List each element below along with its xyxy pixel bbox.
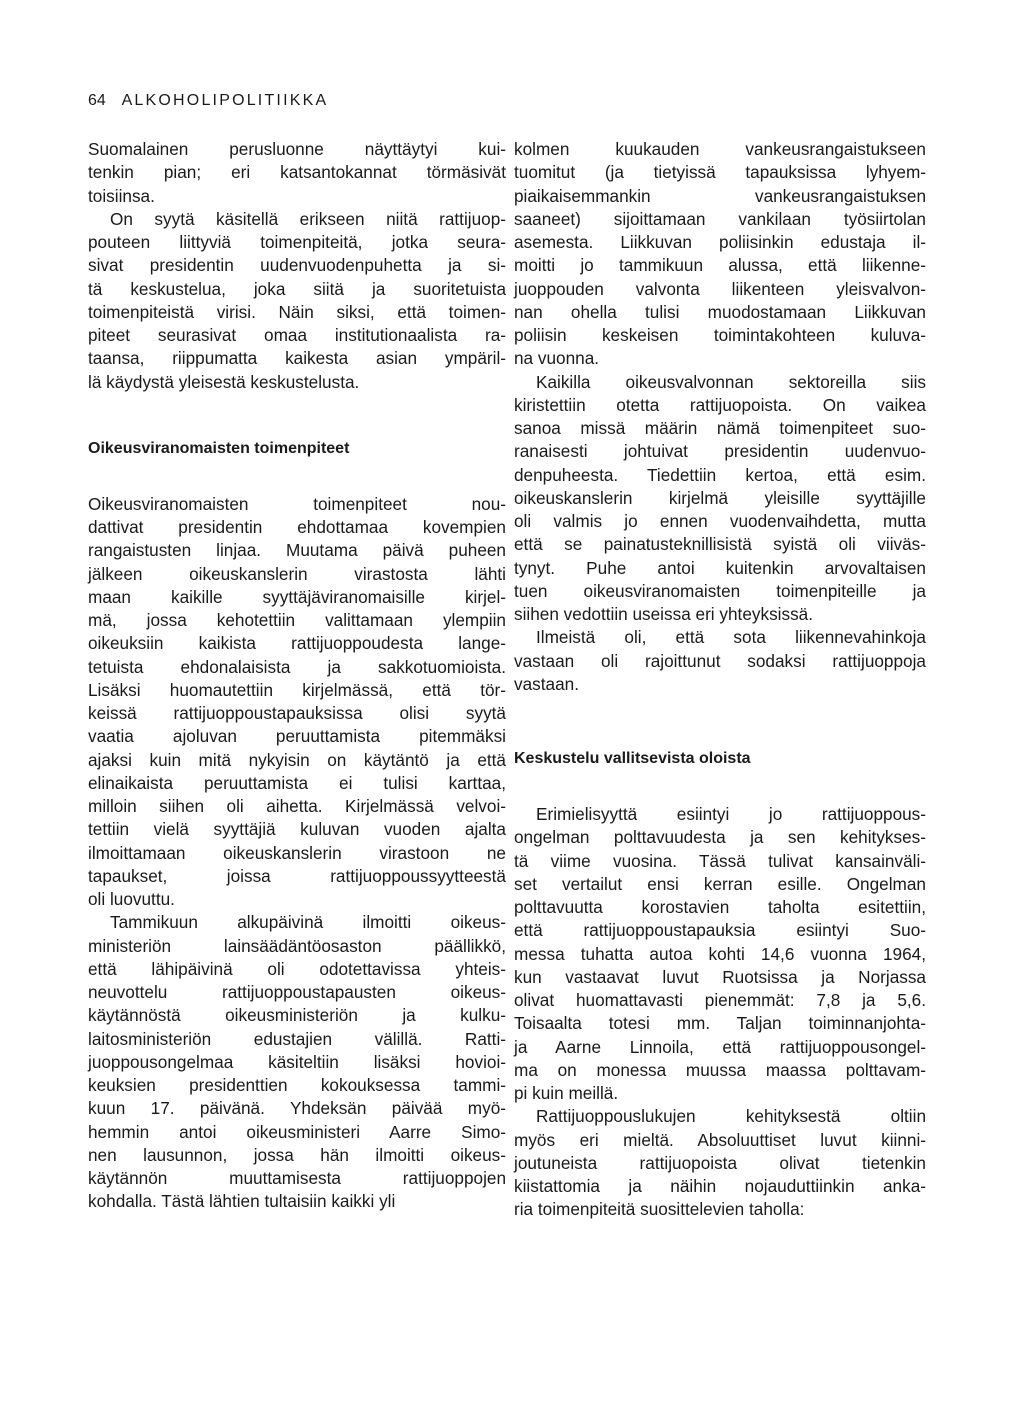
text-line: ajaksi kuin mitä nykyisin on käytäntö ja että bbox=[88, 749, 506, 770]
text-line: tuomitut (ja tietyissä tapauksissa lyhyem- bbox=[514, 162, 926, 183]
text-line: tä viime vuosina. Tässä tulivat kansainväli- bbox=[514, 850, 926, 871]
text-line: siihen vedottiin useissa eri yhteyksissä. bbox=[514, 604, 814, 624]
text-line: polttavuutta korostavien taholta esitettiin, bbox=[514, 897, 926, 917]
paragraph bbox=[514, 1105, 926, 1221]
text-line: sivat presidentin uudenvuodenpuhetta ja si- bbox=[88, 255, 506, 276]
paragraph bbox=[88, 493, 506, 912]
left-column bbox=[88, 138, 506, 1214]
text-line: asemesta. Liikkuvan poliisinkin edustaja il- bbox=[514, 232, 926, 252]
text-line: ja Aarne Linnoila, että rattijuoppousongel- bbox=[514, 1036, 926, 1057]
text-line: denpuheesta. Tiedettiin kertoa, että esim. bbox=[514, 464, 926, 485]
text-line: saaneet) sijoittamaan vankilaan työsiirtolan bbox=[514, 208, 926, 229]
text-line: vastaan. bbox=[514, 673, 579, 694]
text-line: piaikaisemmankin vankeusrangaistuksen bbox=[514, 185, 926, 206]
text-line: rangaistusten linjaa. Muutama päivä puheen bbox=[88, 540, 506, 561]
text-line: pouteen liittyviä toimenpiteitä, jotka seura- bbox=[88, 232, 506, 252]
text-line: tetuista ehdonalaisista ja sakkotuomioista. bbox=[88, 656, 506, 677]
text-line: oikeuksiin kaikista rattijuoppoudesta lange- bbox=[88, 633, 506, 654]
page-number: 64 bbox=[88, 92, 106, 109]
text-line: poliisin keskeisen toimintakohteen kuluva- bbox=[514, 325, 926, 345]
text-line: oikeuskanslerin kirjelmä yleisille syyttäjille bbox=[514, 487, 926, 508]
paragraph bbox=[514, 371, 926, 627]
paragraph bbox=[88, 208, 506, 394]
text-line: kun vastaavat luvut Ruotsissa ja Norjassa bbox=[514, 966, 926, 987]
text-line: messa tuhatta autoa kohti 14,6 vuonna 1964, bbox=[514, 943, 926, 964]
text-line: piteet seurasivat omaa institutionaalista ra- bbox=[88, 325, 506, 345]
text-line: ministeriön lainsäädäntöosaston päällikkö, bbox=[88, 935, 506, 956]
text-line: tenkin pian; eri katsantokannat törmäsivät bbox=[88, 162, 506, 183]
text-line: ilmoittamaan oikeuskanslerin virastoon ne bbox=[88, 842, 506, 863]
text-line: käytännöstä oikeusministeriön ja kulku- bbox=[88, 1005, 506, 1026]
text-line: kohdalla. Tästä lähtien tultaisiin kaikki yli bbox=[88, 1191, 396, 1212]
text-line: elinaikaista peruuttamista ei tulisi karttaa, bbox=[88, 772, 506, 793]
text-line: milloin siihen oli aihetta. Kirjelmässä velvoi- bbox=[88, 796, 506, 816]
text-line: käytännön muuttamisesta rattijuoppojen bbox=[88, 1168, 506, 1188]
text-line: Kaikilla oikeusvalvonnan sektoreilla siis bbox=[536, 371, 926, 392]
text-line: ria toimenpiteitä suosittelevien taholla: bbox=[514, 1199, 805, 1220]
text-line: oli luovuttu. bbox=[88, 889, 175, 909]
section-heading: Keskustelu vallitsevista oloista bbox=[514, 750, 751, 767]
text-line: joutuneista rattijuopoista olivat tietenkin bbox=[514, 1152, 926, 1173]
text-line: lä käydystä yleisestä keskustelusta. bbox=[88, 371, 360, 392]
text-line: tä keskustelua, joka siitä ja suoritetuista bbox=[88, 278, 506, 299]
text-line: laitosministeriön edustajien välillä. Ratti- bbox=[88, 1028, 506, 1049]
text-line: olivat huomattavasti pienemmät: 7,8 ja 5,6. bbox=[514, 990, 926, 1010]
running-header bbox=[88, 92, 328, 110]
text-line: Rattijuoppouslukujen kehityksestä oltiin bbox=[536, 1106, 926, 1127]
paragraph bbox=[88, 911, 506, 1213]
section-heading: Oikeusviranomaisten toimenpiteet bbox=[88, 439, 350, 457]
text-line: moitti jo tammikuun alussa, että liikenne- bbox=[514, 255, 926, 276]
text-line: tapaukset, joissa rattijuoppoussyytteestä bbox=[88, 865, 506, 886]
text-line: juoppousongelmaa käsiteltiin lisäksi hovioi- bbox=[88, 1051, 506, 1072]
text-line: ma on monessa muussa maassa polttavam- bbox=[514, 1059, 926, 1080]
text-line: maan kaikille syyttäjäviranomaisille kirjel- bbox=[88, 586, 506, 607]
paragraph bbox=[514, 626, 926, 696]
text-line: kiristettiin otetta rattijuopoista. On vaikea bbox=[514, 394, 926, 415]
text-line: na vuonna. bbox=[514, 348, 600, 369]
text-line: että rattijuoppoustapauksia esiintyi Suo- bbox=[514, 920, 926, 941]
text-line: ongelman polttavuudesta ja sen kehitykses- bbox=[514, 827, 926, 848]
text-line: Erimielisyyttä esiintyi jo rattijuoppous- bbox=[536, 804, 926, 824]
text-line: että se painatusteknillisistä syistä oli viiväs- bbox=[514, 534, 926, 555]
text-line: hemmin antoi oikeusministeri Aarre Simo- bbox=[88, 1121, 506, 1142]
text-line: set vertailut ensi kerran esille. Ongelman bbox=[514, 873, 926, 894]
text-line: On syytä käsitellä erikseen niitä rattijuop- bbox=[110, 208, 506, 229]
text-line: Ilmeistä oli, että sota liikennevahinkoja bbox=[536, 627, 926, 648]
text-line: tuen oikeusviranomaisten toimenpiteille ja bbox=[514, 580, 926, 601]
text-line: ranaisesti johtuivat presidentin uudenvuo- bbox=[514, 441, 926, 462]
text-line: kiistattomia ja näihin nojauduttiinkin anka- bbox=[514, 1176, 926, 1196]
text-line: jälkeen oikeuskanslerin virastosta lähti bbox=[88, 563, 506, 584]
text-line: oli valmis jo ennen vuodenvaihdetta, mutta bbox=[514, 511, 926, 531]
paragraph bbox=[514, 803, 926, 1105]
text-line: Suomalainen perusluonne näyttäytyi kui- bbox=[88, 139, 506, 159]
text-line: taansa, riippumatta kaikesta asian ympäril- bbox=[88, 348, 506, 369]
text-line: mä, jossa kehotettiin valittamaan ylempiin bbox=[88, 610, 506, 630]
text-line: nan ohella tulisi muodostamaan Liikkuvan bbox=[514, 301, 926, 322]
text-line: tettiin vielä syyttäjiä kuluvan vuoden ajalta bbox=[88, 819, 506, 840]
text-line: neuvottelu rattijuoppoustapausten oikeus- bbox=[88, 982, 506, 1002]
text-line: juoppouden valvonta liikenteen yleisvalvon- bbox=[514, 278, 926, 299]
text-line: Lisäksi huomautettiin kirjelmässä, että tör- bbox=[88, 679, 506, 700]
text-line: toimenpiteistä virisi. Näin siksi, että toimen- bbox=[88, 301, 506, 322]
paragraph bbox=[514, 138, 926, 371]
text-line: pi kuin meillä. bbox=[514, 1083, 619, 1103]
text-line: kolmen kuukauden vankeusrangaistukseen bbox=[514, 139, 926, 159]
running-title: ALKOHOLIPOLITIIKKA bbox=[121, 92, 329, 109]
text-line: tynyt. Puhe antoi kuitenkin arvovaltaisen bbox=[514, 557, 926, 578]
text-line: vastaan oli rajoittunut sodaksi rattijuoppoja bbox=[514, 650, 926, 671]
text-line: nen lausunnon, jossa hän ilmoitti oikeus- bbox=[88, 1144, 506, 1165]
text-line: Oikeusviranomaisten toimenpiteet nou- bbox=[88, 493, 506, 514]
text-line: toisiinsa. bbox=[88, 185, 155, 206]
text-line: dattivat presidentin ehdottamaa kovempien bbox=[88, 517, 506, 537]
text-line: kuun 17. päivänä. Yhdeksän päivää myö- bbox=[88, 1098, 506, 1119]
text-line: Tammikuun alkupäivinä ilmoitti oikeus- bbox=[110, 912, 506, 933]
text-line: myös eri mieltä. Absoluuttiset luvut kiinni- bbox=[514, 1129, 926, 1150]
text-line: sanoa missä määrin nämä toimenpiteet suo- bbox=[514, 418, 926, 438]
text-line: keissä rattijuoppoustapauksissa olisi syytä bbox=[88, 703, 506, 723]
text-line: keuksien presidenttien kokouksessa tammi- bbox=[88, 1075, 506, 1095]
text-line: vaatia ajoluvan peruuttamista pitemmäksi bbox=[88, 726, 506, 747]
right-column bbox=[514, 138, 926, 1222]
paragraph bbox=[88, 138, 506, 208]
text-line: että lähipäivinä oli odotettavissa yhteis- bbox=[88, 958, 506, 979]
text-line: Toisaalta totesi mm. Taljan toiminnanjohta- bbox=[514, 1013, 926, 1034]
